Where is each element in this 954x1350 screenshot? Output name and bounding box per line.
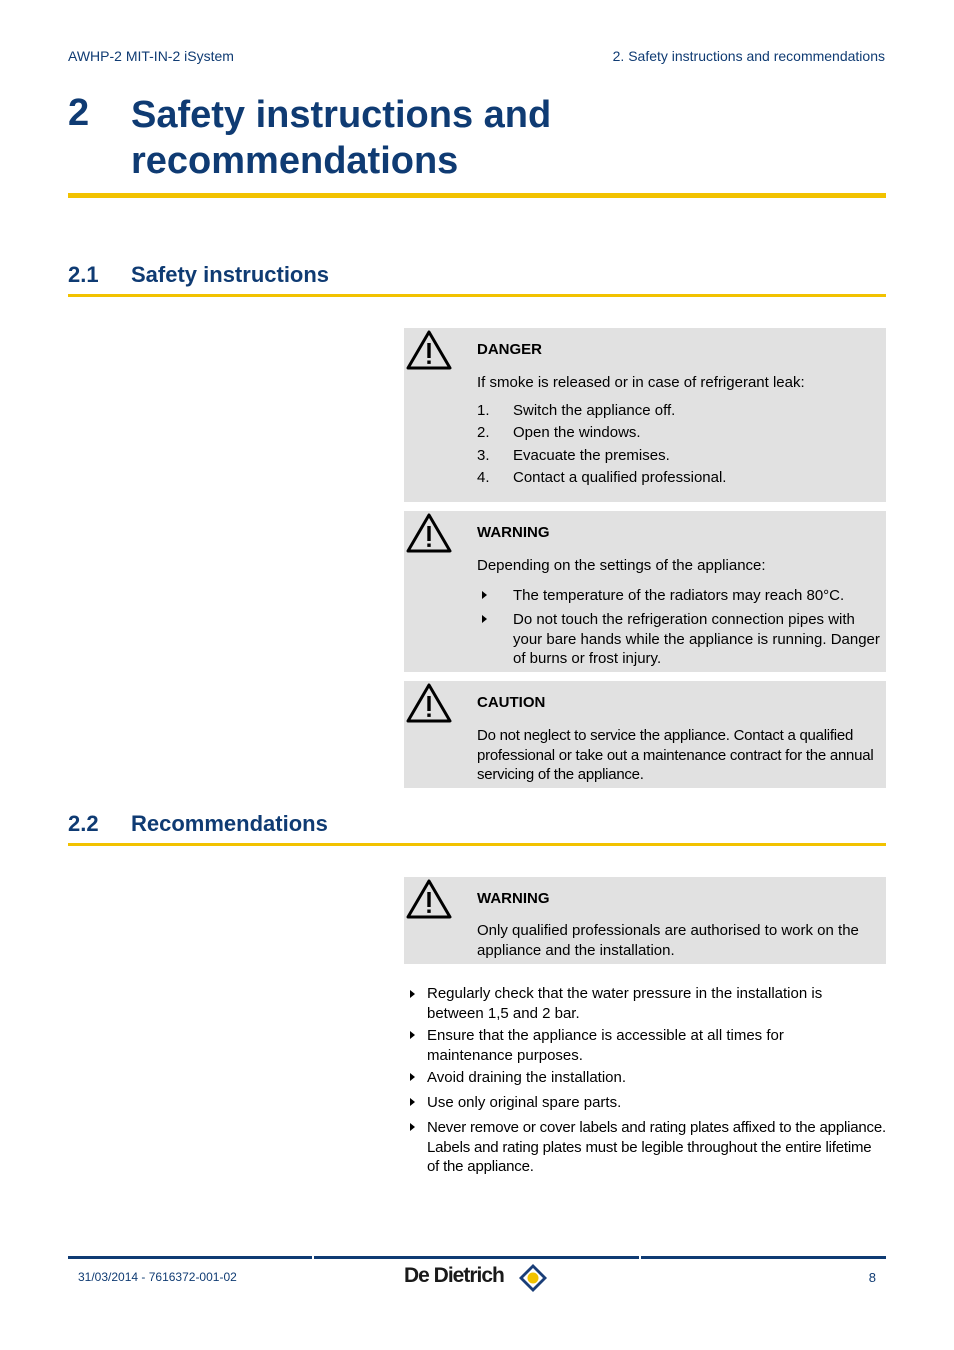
section-rule <box>68 843 886 846</box>
recommendation-item: Avoid draining the installation. <box>427 1069 627 1086</box>
warning-triangle-icon <box>406 683 452 723</box>
triangle-bullet-icon <box>410 1123 415 1131</box>
footer-rule <box>68 1256 886 1259</box>
warning-box <box>404 511 886 672</box>
warning-intro: Depending on the settings of the appliance: <box>477 557 766 574</box>
caution-box <box>404 681 886 788</box>
danger-step-text: Evacuate the premises. <box>513 447 670 464</box>
danger-label: DANGER <box>477 341 543 358</box>
danger-step-number: 1. <box>477 402 490 419</box>
warning-triangle-icon <box>406 330 452 370</box>
danger-step-number: 3. <box>477 447 490 464</box>
warning-text: Only qualified professionals are authorised to work on the appliance and the installation. <box>477 922 859 959</box>
chapter-number: 2 <box>68 92 90 134</box>
brand-logo <box>404 1262 552 1294</box>
recommendation-item: Use only original spare parts. <box>427 1094 622 1111</box>
recommendation-item: Never remove or cover labels and rating plates affixed to the appliance. Labels and rating plates must be legible throughout the entire lifetime of the appliance. <box>427 1119 886 1175</box>
warning-bullet-text: Do not touch the refrigeration connection pipes with your bare hands while the appliance is running. Danger of burns or frost injury. <box>513 611 880 667</box>
caution-text: Do not neglect to service the appliance. Contact a qualified professional or take out a maintenance contract for the annual servicing of the appliance. <box>477 727 874 783</box>
footer-rule-gap <box>639 1256 641 1259</box>
recommendation-item: Ensure that the appliance is accessible at all times for maintenance purposes. <box>427 1027 784 1064</box>
section-title-safety-instructions: Safety instructions <box>131 262 330 287</box>
triangle-bullet-icon <box>482 615 487 623</box>
page-number: 8 <box>868 1270 876 1285</box>
warning-triangle-icon <box>406 513 452 553</box>
chapter-rule <box>68 193 886 198</box>
header-document-id: AWHP-2 MIT-IN-2 iSystem <box>68 48 234 64</box>
section-number-2-1: 2.1 <box>68 262 99 287</box>
danger-intro: If smoke is released or in case of refrigerant leak: <box>477 374 805 391</box>
recommendation-item: Regularly check that the water pressure in the installation is between 1,5 and 2 bar. <box>427 985 823 1022</box>
caution-label: CAUTION <box>477 694 546 711</box>
triangle-bullet-icon <box>482 591 487 599</box>
warning-triangle-icon <box>406 879 452 919</box>
footer-rule-gap <box>312 1256 314 1259</box>
warning-box <box>404 877 886 964</box>
section-number-2-2: 2.2 <box>68 811 99 836</box>
warning-label: WARNING <box>477 890 550 907</box>
triangle-bullet-icon <box>410 990 415 998</box>
section-title-recommendations: Recommendations <box>131 811 328 836</box>
danger-step-text: Open the windows. <box>513 424 641 441</box>
footer-date-reference: 31/03/2014 - 7616372-001-02 <box>78 1270 237 1284</box>
danger-box <box>404 328 886 502</box>
danger-step-text: Contact a qualified professional. <box>513 469 727 486</box>
danger-step-text: Switch the appliance off. <box>513 402 676 419</box>
chapter-title: Safety instructions and recommendations <box>131 94 552 182</box>
section-rule <box>68 294 886 297</box>
diamond-logo-icon <box>517 1262 549 1294</box>
warning-bullet-text: The temperature of the radiators may reach 80°C. <box>513 587 845 604</box>
danger-step-number: 2. <box>477 424 490 441</box>
warning-label: WARNING <box>477 524 550 541</box>
brand-name: De Dietrich <box>404 1264 504 1287</box>
triangle-bullet-icon <box>410 1098 415 1106</box>
header-chapter-reference: 2. Safety instructions and recommendations <box>612 48 885 64</box>
triangle-bullet-icon <box>410 1031 415 1039</box>
danger-step-number: 4. <box>477 469 490 486</box>
triangle-bullet-icon <box>410 1073 415 1081</box>
